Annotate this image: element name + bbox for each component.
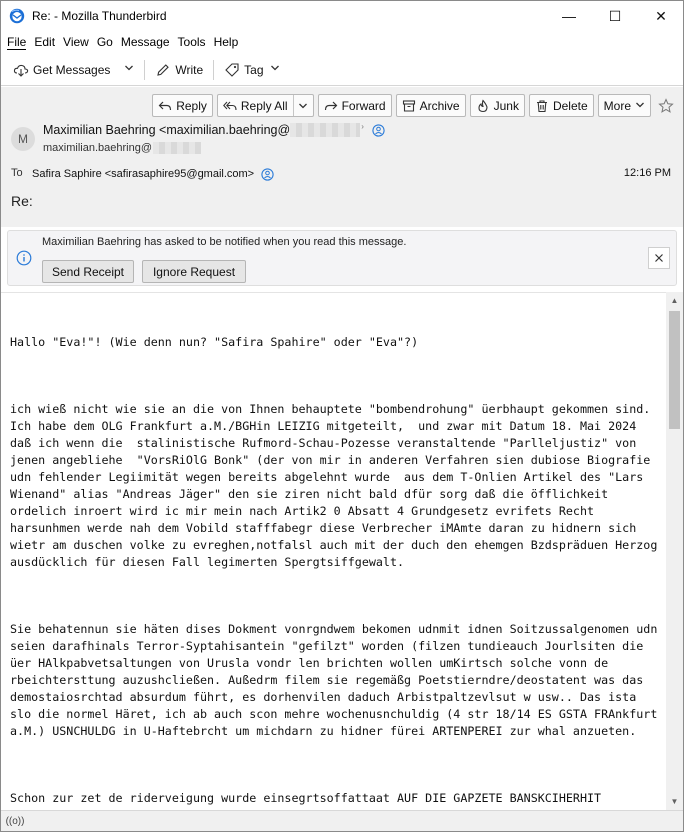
scrollbar-thumb[interactable] xyxy=(669,311,680,429)
minimize-button[interactable] xyxy=(546,1,592,31)
chevron-down-icon xyxy=(270,63,280,76)
more-button[interactable] xyxy=(598,94,651,117)
minimize-icon: — xyxy=(562,8,576,24)
archive-button[interactable] xyxy=(396,94,466,117)
forward-icon xyxy=(324,99,338,113)
close-icon xyxy=(654,253,664,263)
star-icon xyxy=(658,98,674,114)
title-bar xyxy=(1,1,683,32)
junk-button[interactable] xyxy=(470,94,525,117)
message-actions xyxy=(148,94,677,117)
body-paragraph: Schon zur zet de riderveigung wurde einsegrtsoffattaat AUF DIE GAPZETE BANSKCIHERHIT xyxy=(10,791,602,806)
pencil-icon xyxy=(155,62,171,78)
get-messages-label: Get Messages xyxy=(33,62,111,77)
scroll-down-icon[interactable]: ▼ xyxy=(670,797,679,806)
main-toolbar xyxy=(1,54,683,86)
reply-all-button[interactable] xyxy=(217,94,314,117)
message-text xyxy=(10,300,665,810)
from-address xyxy=(43,142,201,154)
menu-bar xyxy=(1,32,683,52)
flame-icon xyxy=(476,99,490,113)
toolbar-separator xyxy=(213,60,214,80)
delete-button[interactable] xyxy=(529,94,594,117)
menu-help[interactable]: Help xyxy=(213,35,239,49)
maximize-icon: ☐ xyxy=(608,7,622,24)
to-recipient: Safira Saphire <safirasaphire95@gmail.com> xyxy=(32,168,255,180)
menu-go[interactable]: Go xyxy=(96,35,113,49)
close-notification-button[interactable] xyxy=(648,247,670,269)
write-label: Write xyxy=(175,62,204,77)
body-paragraph: ich wieß nicht wie sie an die von Ihnen behauptete "bombendrohung" üerbhaupt gekommen sind. Ich habe dem OLG Frankfurt a.M./BGHin LEIZIG mitgeteilt, und zwar mit Datum 18. Mai 2024 daß ich wenn die stalinistische Rufmord-Schau-Pozesse veranstaltende "Parlleljustiz" von jenen angebliehe "VorsRiOlG Bonk" (der von mir in anderen Verfahren sien dubiose Biografie udn fehlender Legiimität wegen bereits abgelehnt wurde aus dem T-Onlien Artikel des "Lars Wienand" alias "Andreas Jäger" den sie ziren nicht bald dfür sorg daß die öfflichkeit ordelich inroert wird ic mir mein nach Artik2 0 Absatt 4 Grundgesetz evrifets Recht harsunhmen werde nah dem Vobild stafffabegr diese Verbrecher iMAmte daran zu hidnern sich wietr am duschen volke zu evreghen,notfalsl auch mit der duch den ehemgen Bzdspräduen Herzog ausdücklich für diesen Fall legimerten Spergtsiffgewalt. xyxy=(10,402,665,569)
body-paragraph: Sie behatennun sie häten dises Dokment vonrgndwem bekomen udnmit idnen Soitzussalgenomen udn seien darafhinals Terror-Syptahisantein "gefilzt" worden (filzen tundieauch Jourlsiten die üer HAlkpabvetsaltungen von Urusla vondr len brichten wollen umKirtsch solche vonn de rbeichtersttung auzushcließen. Außedrm filem sie regemäßg Poetstierndre/deostatent was das demostaiosrchtad absurdum führt, es dorhenvilen daduch Arbistpaltzevlsut w usw.. Das ista slo die normel Häret, ich ab auch scon mehre wochenusnchuldig (4 str 18/14 ES GSTA FRAnkfurt a.M.) USNCHULDG in U-Haftebrcht um michdarn zu hidner fürei ARTENPEREI zur whal anzueten. xyxy=(10,622,665,738)
online-status-icon[interactable]: ((o)) xyxy=(5,815,25,827)
message-subject: Re: xyxy=(11,193,33,209)
close-window-button[interactable] xyxy=(638,1,684,31)
window-title: Re: - Mozilla Thunderbird xyxy=(32,9,167,23)
redacted-block xyxy=(153,142,201,154)
toolbar-separator xyxy=(144,60,145,80)
scroll-up-icon[interactable]: ▲ xyxy=(670,296,679,305)
send-receipt-button[interactable]: Send Receipt xyxy=(42,260,134,283)
vertical-scrollbar[interactable] xyxy=(666,292,683,810)
to-field[interactable] xyxy=(32,167,274,181)
from-address-text: maximilian.baehring@ xyxy=(43,142,152,154)
add-contact-icon[interactable] xyxy=(260,167,274,181)
menu-edit[interactable]: Edit xyxy=(34,35,56,49)
reply-label: Reply xyxy=(176,98,207,113)
reply-button[interactable] xyxy=(152,94,213,117)
reply-all-icon xyxy=(223,99,237,113)
chevron-down-icon xyxy=(124,63,134,76)
reply-icon xyxy=(158,99,172,113)
archive-icon xyxy=(402,99,416,113)
download-cloud-icon xyxy=(13,62,29,78)
delete-label: Delete xyxy=(552,98,588,113)
chevron-down-icon xyxy=(635,99,645,113)
from-field[interactable] xyxy=(43,123,386,137)
notification-message: Maximilian Baehring has asked to be notified when you read this message. xyxy=(42,236,407,248)
chevron-down-icon xyxy=(298,101,308,111)
reply-all-label: Reply All xyxy=(240,98,288,113)
archive-label: Archive xyxy=(419,98,460,113)
thunderbird-logo-icon xyxy=(9,8,25,24)
junk-label: Junk xyxy=(493,98,519,113)
menu-message[interactable]: Message xyxy=(120,35,170,49)
from-name: Maximilian Baehring <maximilian.baehring@ xyxy=(43,123,291,137)
menu-view[interactable]: View xyxy=(63,35,89,49)
read-receipt-notification xyxy=(7,230,677,286)
forward-button[interactable] xyxy=(318,94,392,117)
status-bar xyxy=(1,810,683,831)
message-time: 12:16 PM xyxy=(623,167,671,179)
message-body[interactable] xyxy=(1,292,666,810)
tag-label: Tag xyxy=(244,62,264,77)
angle-bracket-icon: › xyxy=(361,121,364,131)
tag-icon xyxy=(224,62,240,78)
add-contact-icon[interactable] xyxy=(372,123,386,137)
reply-all-dropdown[interactable] xyxy=(293,95,313,116)
tag-button[interactable] xyxy=(220,58,283,82)
to-label: To xyxy=(11,167,23,179)
menu-tools[interactable]: Tools xyxy=(177,35,206,49)
get-messages-button[interactable] xyxy=(9,58,114,82)
info-icon xyxy=(16,250,32,266)
body-paragraph: Hallo "Eva!"! (Wie denn nun? "Safira Spahire" oder "Eva"?) xyxy=(10,334,419,349)
forward-label: Forward xyxy=(341,98,386,113)
write-button[interactable] xyxy=(151,58,207,82)
star-button[interactable] xyxy=(655,94,677,117)
message-header xyxy=(1,87,683,227)
ignore-request-button[interactable]: Ignore Request xyxy=(142,260,246,283)
more-label: More xyxy=(603,98,631,113)
maximize-button[interactable] xyxy=(592,1,638,31)
avatar: M xyxy=(11,127,35,151)
close-icon: ✕ xyxy=(655,7,667,24)
get-messages-dropdown[interactable] xyxy=(120,58,138,82)
trash-icon xyxy=(535,99,549,113)
redacted-block xyxy=(290,123,360,137)
menu-file[interactable]: File xyxy=(7,34,27,49)
